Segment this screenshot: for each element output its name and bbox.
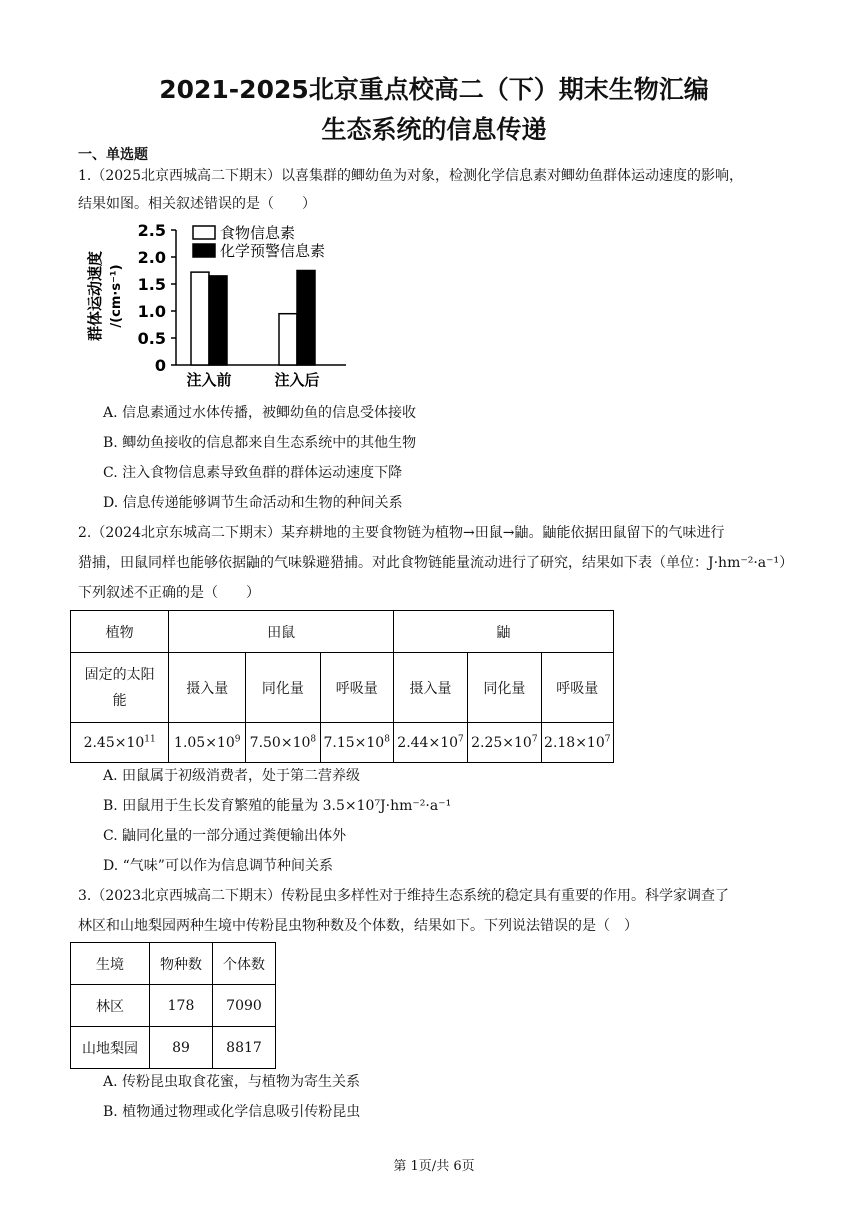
legend-swatch [193,226,215,239]
value-exponent: 9 [234,733,241,744]
value-cell [320,723,393,763]
header-plant: 植物 [71,611,169,653]
value-mantissa: 2.25×10 [471,734,532,751]
bar-food-pheromone [279,314,297,365]
header-field-mouse: 田鼠 [169,611,394,653]
value-mantissa: 2.45×10 [83,734,145,751]
species-count-cell: 89 [150,1027,213,1069]
y-tick-label: 1.0 [137,302,166,321]
header-weasel: 鼬 [393,611,613,653]
value-mantissa: 2.18×10 [544,734,605,751]
subheader-mouse-intake: 摄入量 [169,653,246,723]
table-header-row [71,611,614,653]
subheader-solar [71,653,169,723]
y-axis-ticks [138,221,176,375]
q2-option-c[interactable]: C. 鼬同化量的一部分通过粪便输出体外 [103,828,347,844]
value-mantissa: 7.15×10 [323,734,385,751]
value-cell [468,723,541,763]
table-row [71,1027,276,1069]
q1-stem-line2: 结果如图。相关叙述错误的是（ ） [78,196,316,212]
q1-option-b[interactable]: B. 鲫幼鱼接收的信息都来自生态系统中的其他生物 [103,435,417,451]
page-footer: 第 1页/共 6页 [393,1159,475,1174]
q3-stem-line1: 3.（2023北京西城高二下期末）传粉昆虫多样性对于维持生态系统的稳定具有重要的作用。科学家调查了 [78,888,729,904]
section-heading: 一、单选题 [78,147,148,163]
bar-alarm-pheromone [209,276,227,365]
subheader-solar-line2: 能 [112,692,127,709]
chart-legend [193,224,325,260]
x-axis-categories [186,371,319,389]
document-subtitle: 生态系统的信息传递 [321,115,547,144]
q2-option-a[interactable]: A. 田鼠属于初级消费者，处于第二营养级 [103,768,361,784]
subheader-weasel-intake: 摄入量 [393,653,467,723]
value-exponent: 8 [384,733,390,744]
header-individual-count: 个体数 [213,943,276,985]
species-count-cell: 178 [150,985,213,1027]
individual-count-cell: 8817 [213,1027,276,1069]
value-cell [71,723,169,763]
bar-alarm-pheromone [297,271,315,366]
subheader-solar-line1: 固定的太阳 [84,666,155,683]
q1-option-c[interactable]: C. 注入食物信息素导致鱼群的群体运动速度下降 [103,465,403,481]
value-exponent: 7 [604,733,611,744]
legend-swatch [193,244,215,257]
x-category-label: 注入后 [274,371,320,389]
individual-count-cell: 7090 [213,985,276,1027]
value-cell [246,723,320,763]
q2-stem-line3: 下列叙述不正确的是（ ） [78,585,260,601]
value-cell [169,723,246,763]
table-header-row [71,943,276,985]
value-mantissa: 1.05×10 [174,734,235,751]
table-subheader-row [71,653,614,723]
y-tick-label: 0 [154,356,166,375]
q2-option-d[interactable]: D. “气味”可以作为信息调节种间关系 [103,858,333,874]
habitat-cell: 山地梨园 [71,1027,150,1069]
q3-stem-line2: 林区和山地梨园两种生境中传粉昆虫物种数及个体数，结果如下。下列说法错误的是（ ） [78,918,638,934]
value-cell [541,723,613,763]
value-exponent: 8 [310,733,317,744]
header-habitat: 生境 [71,943,150,985]
y-tick-label: 2.0 [137,248,166,267]
q3-habitat-table [70,942,276,1069]
x-category-label: 注入前 [186,371,232,389]
q2-option-b[interactable]: B. 田鼠用于生长发育繁殖的能量为 3.5×10⁷J·hm⁻²·a⁻¹ [103,798,452,814]
q1-stem-line1: 1.（2025北京西城高二下期末）以喜集群的鲫幼鱼为对象，检测化学信息素对鲫幼鱼群体运动速度的影响， [78,168,743,184]
legend-label: 化学预警信息素 [220,242,326,260]
q2-stem-line2: 猎捕，田鼠同样也能够依据鼬的气味躲避猎捕。对此食物链能量流动进行了研究，结果如下表（单位：J·hm⁻²·a⁻¹） [78,555,794,571]
habitat-cell: 林区 [71,985,150,1027]
header-species-count: 物种数 [150,943,213,985]
q2-stem-line1: 2.（2024北京东城高二下期末）某弃耕地的主要食物链为植物→田鼠→鼬。鼬能依据田鼠留下的气味进行 [78,525,725,541]
y-axis-label [86,251,124,341]
q2-energy-table [70,610,614,763]
value-mantissa: 7.50×10 [249,734,311,751]
q1-option-a[interactable]: A. 信息素通过水体传播，被鲫幼鱼的信息受体接收 [103,405,417,421]
value-exponent: 7 [458,733,464,744]
q3-option-a[interactable]: A. 传粉昆虫取食花蜜，与植物为寄生关系 [103,1074,361,1090]
value-exponent: 11 [144,733,156,744]
y-axis-label-line1: 群体运动速度 [86,250,104,342]
legend-label: 食物信息素 [220,224,296,242]
value-cell [393,723,467,763]
q1-option-d[interactable]: D. 信息传递能够调节生命活动和生物的种间关系 [103,495,403,511]
table-value-row [71,723,614,763]
y-axis-label-line2: /(cm·s⁻¹) [109,264,124,328]
y-tick-label: 0.5 [137,329,166,348]
subheader-weasel-assimilation: 同化量 [468,653,541,723]
q3-option-b[interactable]: B. 植物通过物理或化学信息吸引传粉昆虫 [103,1104,361,1120]
subheader-mouse-respiration: 呼吸量 [320,653,393,723]
table-row [71,985,276,1027]
document-title: 2021-2025北京重点校高二（下）期末生物汇编 [159,75,709,104]
y-tick-label: 1.5 [137,275,166,294]
bar-food-pheromone [191,272,209,365]
subheader-mouse-assimilation: 同化量 [246,653,320,723]
q1-bar-chart [78,218,378,390]
value-exponent: 7 [531,733,538,744]
value-mantissa: 2.44×10 [397,734,459,751]
y-tick-label: 2.5 [137,221,166,240]
chart-bars [191,271,315,366]
subheader-weasel-respiration: 呼吸量 [541,653,613,723]
